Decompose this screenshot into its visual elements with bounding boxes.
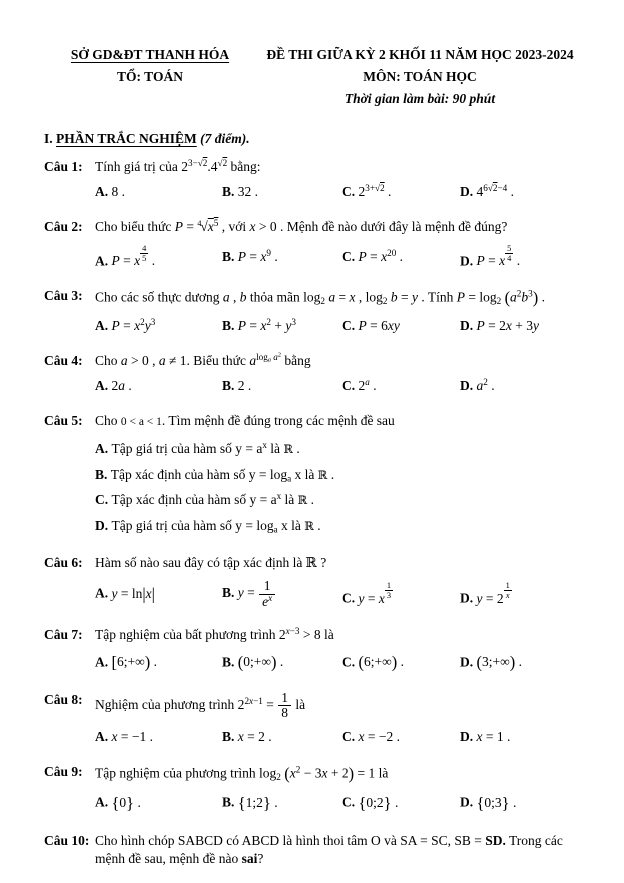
option-body: {1;2} . bbox=[237, 793, 278, 813]
option-key: A. bbox=[95, 184, 112, 200]
option-body: 2 . bbox=[237, 377, 252, 393]
question-row bbox=[44, 554, 584, 572]
question bbox=[44, 352, 584, 395]
option-c bbox=[342, 377, 460, 395]
exam-title: ĐỀ THI GIỮA KỲ 2 KHỐI 11 NĂM HỌC 2023-2024 bbox=[266, 47, 574, 62]
option-a bbox=[95, 728, 222, 746]
option-body: $a^2$ . bbox=[476, 376, 495, 393]
question-row bbox=[44, 691, 584, 721]
question-text: Tập nghiệm của phương trình $\log_2 (x^2 - 3x + 2) = 1$ là bbox=[95, 764, 389, 784]
question bbox=[44, 412, 584, 537]
option-body: P = 6xy bbox=[358, 317, 400, 333]
option-body: Tập giá trị của hàm số $y = \log_a x$ là ℝ . bbox=[111, 518, 321, 535]
option-body: x = −1 . bbox=[111, 729, 153, 745]
question bbox=[44, 832, 584, 868]
option-body: {0} . bbox=[111, 793, 141, 813]
option-d bbox=[460, 377, 584, 395]
option-key: C. bbox=[342, 795, 359, 811]
option-b bbox=[222, 652, 342, 674]
question bbox=[44, 763, 584, 814]
option-key: D. bbox=[460, 654, 477, 670]
option-d bbox=[460, 581, 584, 608]
option-key: D. bbox=[460, 377, 477, 393]
question-row bbox=[44, 763, 584, 785]
option-key: B. bbox=[222, 654, 238, 670]
option-key: B. bbox=[222, 729, 238, 745]
question-text: Hàm số nào sau đây có tập xác định là ℝ ? bbox=[95, 555, 327, 571]
option-key: A. bbox=[95, 440, 112, 456]
option-key: B. bbox=[222, 795, 238, 811]
option-body: 8 . bbox=[111, 184, 125, 200]
option-body: {0;2} . bbox=[358, 793, 399, 813]
question-label: Câu 10: bbox=[44, 832, 90, 848]
option-body: y = ln|x| bbox=[111, 584, 155, 604]
option-d bbox=[460, 244, 584, 271]
option-a bbox=[95, 377, 222, 395]
option-key: B. bbox=[222, 184, 238, 200]
option-key: C. bbox=[342, 184, 359, 200]
option-key: B. bbox=[222, 317, 238, 333]
option-key: D. bbox=[460, 253, 477, 269]
option-d bbox=[460, 652, 584, 674]
option-body: x = 2 . bbox=[237, 729, 272, 745]
option-key: A. bbox=[95, 377, 112, 393]
option-body: $4^{6√2-4}$ . bbox=[476, 183, 514, 200]
question bbox=[44, 158, 584, 201]
section-numeral: I. bbox=[44, 130, 53, 146]
option-body: $P = x^{20}$ . bbox=[358, 247, 404, 264]
option-body: 2$^a$ . bbox=[358, 376, 377, 393]
option-key: C. bbox=[342, 317, 359, 333]
question-text: Cho a > 0 , a ≠ 1. Biểu thức $a^{log_a a^2}$ bằng bbox=[95, 351, 311, 368]
option-key: C. bbox=[342, 248, 359, 264]
question-text: Tính giá trị của $2^{3-√2}.4^{√2}$ bằng: bbox=[95, 157, 261, 174]
option-d bbox=[460, 728, 584, 746]
option-body: Tập giá trị của hàm số $y = a^x$ là ℝ . bbox=[111, 439, 300, 456]
option-b bbox=[222, 248, 342, 266]
time-limit: Thời gian làm bài: 90 phút bbox=[344, 91, 496, 107]
option-body: x = −2 . bbox=[358, 729, 400, 745]
question-text: Tập nghiệm của bất phương trình $2^{x-3} > 8$ là bbox=[95, 626, 334, 643]
option-c bbox=[342, 581, 460, 608]
section-points: (7 điểm). bbox=[200, 130, 250, 146]
option-key: D. bbox=[95, 518, 112, 534]
section-title: PHẦN TRẮC NGHIỆM bbox=[56, 130, 197, 146]
option-body: $2^{3+√2}$ . bbox=[358, 183, 392, 200]
question bbox=[44, 554, 584, 609]
option-b bbox=[222, 728, 342, 746]
option-key: C. bbox=[342, 654, 359, 670]
option-key: A. bbox=[95, 729, 112, 745]
option-body: (6;+∞) . bbox=[358, 652, 404, 672]
option-a bbox=[95, 244, 222, 271]
question-options bbox=[44, 652, 584, 674]
option-key: C. bbox=[342, 377, 359, 393]
header-left bbox=[44, 46, 256, 113]
question-row bbox=[44, 626, 584, 644]
department-name: TỔ: TOÁN bbox=[117, 69, 183, 85]
option-key: B. bbox=[95, 466, 111, 482]
question-options bbox=[44, 317, 584, 335]
question-text: Cho biểu thức $P = ^4√x^5$ , với x > 0 . Mệnh đề nào dưới đây là mệnh đề đúng? bbox=[95, 218, 508, 235]
question-text: Cho hình chóp SABCD có ABCD là hình thoi tâm O và SA = SC, SB = SD. Trong các mệnh đề sau, mệnh đề nào sai? bbox=[95, 832, 563, 866]
option-body: [6;+∞) . bbox=[111, 652, 157, 672]
option-body: y = x $\frac{1}{3}$ bbox=[358, 580, 392, 606]
question-label: Câu 4: bbox=[44, 352, 83, 368]
option-key: C. bbox=[95, 492, 112, 508]
option-d bbox=[460, 183, 584, 201]
option-key: D. bbox=[460, 729, 477, 745]
question-options bbox=[44, 244, 584, 271]
option-key: A. bbox=[95, 585, 112, 601]
option-c bbox=[342, 317, 460, 335]
option-b bbox=[222, 377, 342, 395]
question-text: Nghiệm của phương trình $2^{2x-1}$ = $\frac{1}{8}$ là bbox=[95, 689, 306, 721]
option-b bbox=[95, 464, 584, 486]
option-a bbox=[95, 583, 222, 605]
question bbox=[44, 287, 584, 334]
option-b bbox=[222, 579, 342, 609]
option-body: {0;3} . bbox=[476, 793, 517, 813]
option-body: y = $\frac{1}{e^x}$ bbox=[238, 585, 276, 600]
option-key: A. bbox=[95, 795, 112, 811]
option-body: x = 1 . bbox=[476, 729, 511, 745]
question-row bbox=[44, 832, 584, 868]
option-body: P = x $\frac{5}{4}$ . bbox=[476, 243, 521, 269]
option-d bbox=[460, 317, 584, 335]
option-body: 2a . bbox=[111, 377, 132, 393]
option-key: B. bbox=[222, 248, 238, 264]
exam-header bbox=[44, 46, 584, 117]
option-key: A. bbox=[95, 253, 112, 269]
question-label: Câu 2: bbox=[44, 219, 83, 235]
question-options bbox=[44, 438, 584, 537]
option-key: A. bbox=[95, 317, 112, 333]
option-body: $P = x^2 + y^3$ bbox=[237, 316, 296, 333]
option-body: $P = x^9$ . bbox=[237, 247, 278, 264]
option-a bbox=[95, 652, 222, 674]
section-heading bbox=[44, 130, 584, 148]
option-c bbox=[95, 489, 584, 511]
question-label: Câu 6: bbox=[44, 555, 83, 571]
option-key: D. bbox=[460, 590, 477, 606]
question-row bbox=[44, 218, 584, 236]
option-a bbox=[95, 438, 584, 460]
question-label: Câu 9: bbox=[44, 764, 83, 780]
option-key: C. bbox=[342, 590, 359, 606]
option-c bbox=[342, 792, 460, 814]
question-row bbox=[44, 352, 584, 370]
question-options bbox=[44, 579, 584, 609]
question-label: Câu 8: bbox=[44, 691, 83, 707]
question bbox=[44, 626, 584, 673]
option-body: y = 2 $\frac{1}{x}$ bbox=[476, 580, 510, 606]
option-body: Tập xác định của hàm số $y = a^x$ là ℝ . bbox=[111, 491, 314, 508]
question-row bbox=[44, 412, 584, 430]
option-c bbox=[342, 728, 460, 746]
school-name: SỞ GD&ĐT THANH HÓA bbox=[70, 47, 230, 62]
option-b bbox=[222, 183, 342, 201]
option-key: B. bbox=[222, 585, 238, 601]
header-right bbox=[256, 46, 584, 113]
option-c bbox=[342, 183, 460, 201]
option-d bbox=[95, 515, 584, 537]
question-options bbox=[44, 377, 584, 395]
option-key: C. bbox=[342, 729, 359, 745]
question-options bbox=[44, 728, 584, 746]
option-a bbox=[95, 317, 222, 335]
option-body: (3;+∞) . bbox=[476, 652, 522, 672]
option-key: B. bbox=[222, 377, 238, 393]
question-label: Câu 5: bbox=[44, 413, 83, 429]
question-options bbox=[44, 792, 584, 814]
option-c bbox=[342, 248, 460, 266]
option-a bbox=[95, 792, 222, 814]
question-label: Câu 1: bbox=[44, 158, 83, 174]
subject-name: MÔN: TOÁN HỌC bbox=[363, 69, 477, 85]
option-key: A. bbox=[95, 654, 112, 670]
question bbox=[44, 691, 584, 746]
question-label: Câu 3: bbox=[44, 288, 83, 304]
question-text: Cho 0 < a < 1. Tìm mệnh đề đúng trong các mệnh đề sau bbox=[95, 413, 395, 429]
option-a bbox=[95, 183, 222, 201]
question bbox=[44, 218, 584, 270]
option-key: D. bbox=[460, 184, 477, 200]
question-options bbox=[44, 183, 584, 201]
option-body: $P = x^2y^3$ bbox=[111, 316, 156, 333]
option-body: 32 . bbox=[237, 184, 259, 200]
option-body: Tập xác định của hàm số $y = \log_a x$ là ℝ . bbox=[110, 466, 335, 483]
question-row bbox=[44, 287, 584, 309]
option-c bbox=[342, 652, 460, 674]
option-body: P = x $\frac{4}{5}$ . bbox=[111, 243, 156, 269]
option-body: P = 2x + 3y bbox=[476, 317, 539, 333]
option-d bbox=[460, 792, 584, 814]
option-key: D. bbox=[460, 317, 477, 333]
option-body: (0;+∞) . bbox=[237, 652, 284, 672]
questions-list bbox=[44, 158, 584, 868]
question-text: Cho các số thực dương a , b thỏa mãn $\log_2 a = x$ , $\log_2 b = y$ . Tính $P = \log_2 (a^2b^3)$ . bbox=[95, 288, 545, 308]
option-b bbox=[222, 792, 342, 814]
question-label: Câu 7: bbox=[44, 627, 83, 643]
option-b bbox=[222, 317, 342, 335]
question-row bbox=[44, 158, 584, 176]
option-key: D. bbox=[460, 795, 477, 811]
